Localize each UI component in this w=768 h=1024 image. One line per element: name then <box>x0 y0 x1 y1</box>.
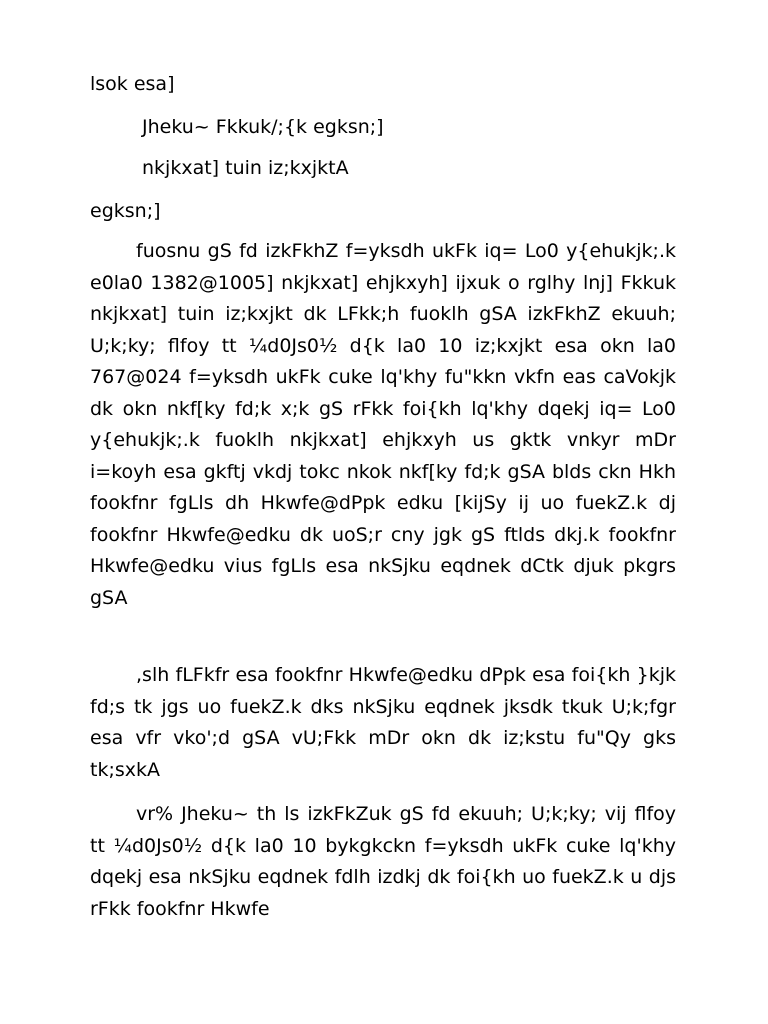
salutation-line: lsok esa] <box>90 73 175 95</box>
body-paragraph-3: vr% Jheku~ th ls izkFkZuk gS fd ekuuh; U;k;ky; vij flfoy tt ¼d0Js0½ d{k la0 10 bykgkckn f=yksdh ukFk cuke lq'khy dqekj esa nkSjku eqdnek fdlh izdkj dk foi{kh uo fuekZ.k u djs rFkk fookfnr Hkwfe <box>90 803 676 920</box>
greeting-line: egksn;] <box>90 200 161 222</box>
body-paragraph-2: ,slh fLFkfr esa fookfnr Hkwfe@edku dPpk esa foi{kh }kjk fd;s tk jgs uo fuekZ.k dks nkSjku eqdnek jksdk tkuk U;k;fgr esa vfr vko';d gSA vU;Fkk mDr okn dk iz;kstu fu"Qy gks tk;sxkA <box>90 664 676 781</box>
recipient-place-line: nkjkxat] tuin iz;kxjktA <box>142 157 349 179</box>
recipient-title-line: Jheku~ Fkkuk/;{k egksn;] <box>142 116 384 138</box>
body-paragraph-1: fuosnu gS fd izkFkhZ f=yksdh ukFk iq= Lo0 y{ehukjk;.k e0la0 1382@1005] nkjkxat] ehjkxyh] ijxuk o rglhy lnj] Fkkuk nkjkxat] tuin iz;kxjkt dk LFkk;h fuoklh gSA izkFkhZ ekuuh; U;k;ky; flfoy tt ¼d0Js0½ d{k la0 10 iz;kxjkt esa okn la0 767@024 f=yksdh ukFk cuke lq'khy fu"kkn vkfn eas caVokjk dk okn nkf[ky fd;k x;k gS rFkk foi{kh lq'khy dqekj iq= Lo0 y{ehukjk;.k fuoklh nkjkxat] ehjkxyh us gktk vnkyr mDr i=koyh esa gkftj vkdj tokc nkok nkf[ky fd;k gSA blds ckn Hkh fookfnr fgLls dh Hkwfe@dPpk edku [kijSy ij uo fuekZ.k dj fookfnr Hkwfe@edku dk uoS;r cny jgk gS ftlds dkj.k fookfnr Hkwfe@edku vius fgLls esa nkSjku eqdnek dCtk djuk pkgrs gSA <box>90 240 676 609</box>
